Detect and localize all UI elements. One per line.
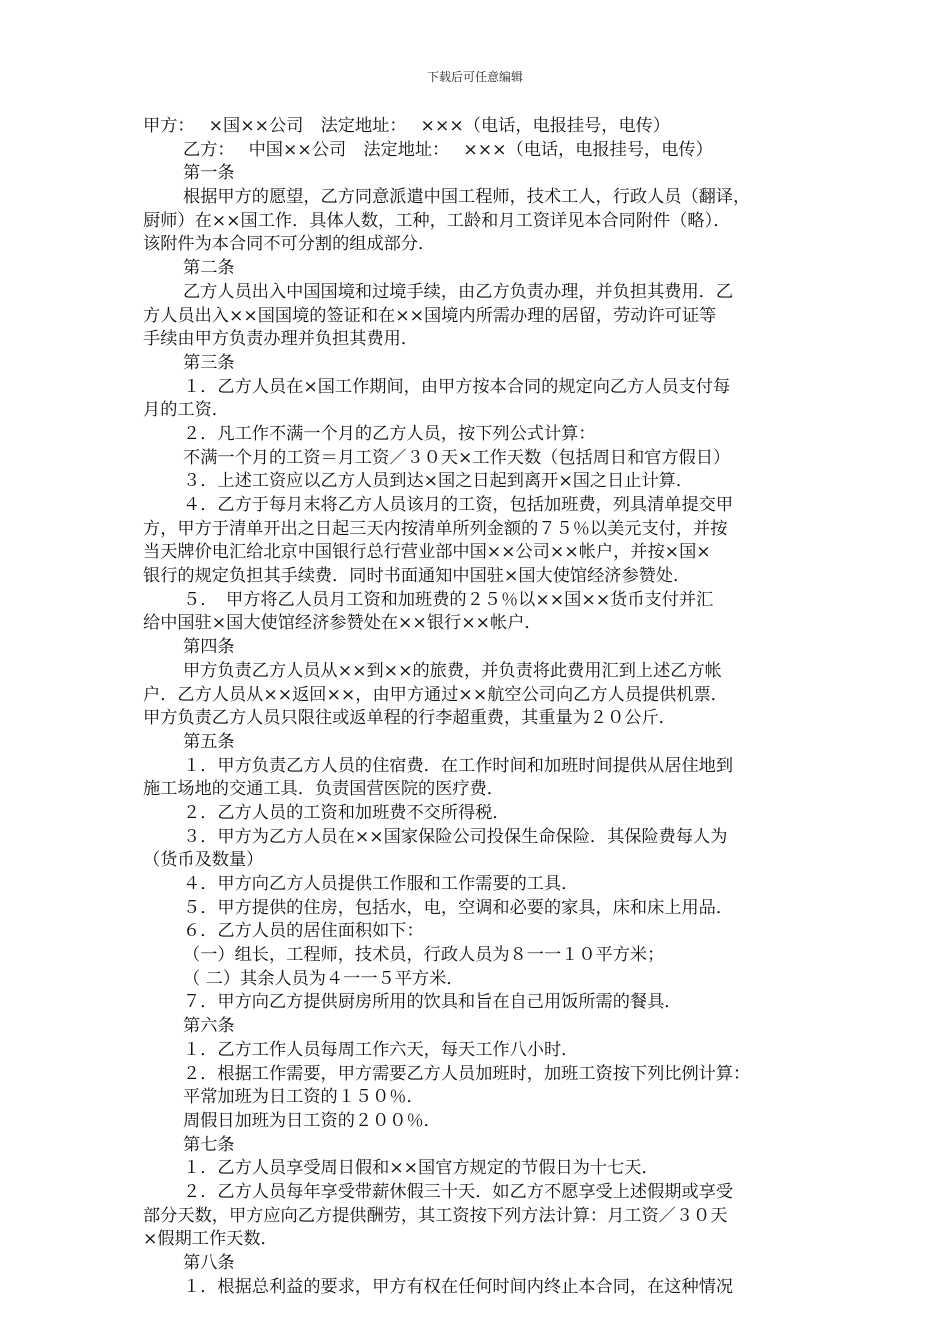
text-line: 甲方： ×国××公司 法定地址： ×××（电话，电报挂号，电传） bbox=[143, 116, 671, 136]
text-line: 第八条 bbox=[183, 1253, 235, 1273]
text-line: （货币及数量） bbox=[143, 850, 264, 871]
text-line: 第三条 bbox=[183, 352, 235, 373]
text-line: １．乙方人员享受周日假和××国官方规定的节假日为十七天． bbox=[183, 1158, 659, 1179]
text-line: ４．乙方于每月末将乙方人员该月的工资，包括加班费，列具清单提交甲 bbox=[183, 495, 734, 515]
text-line: 甲方负责乙方人员只限往或返单程的行李超重费，其重量为２０公斤． bbox=[143, 708, 676, 729]
text-line: ２．根据工作需要，甲方需要乙方人员加班时，加班工资按下列比例计算： bbox=[183, 1063, 751, 1084]
text-line: 厨师）在××国工作．具体人数，工种，工龄和月工资详见本合同附件（略）． bbox=[143, 210, 731, 231]
text-line: 方，甲方于清单开出之日起三天内按清单所列金额的７５％以美元支付，并按 bbox=[143, 518, 728, 539]
text-line: 不满一个月的工资＝月工资／３０天×工作天数（包括周日和官方假日） bbox=[183, 447, 731, 468]
text-line: 方人员出入××国国境的签证和在××国境内所需办理的居留，劳动许可证等 bbox=[143, 305, 717, 326]
text-line: ４．甲方向乙方人员提供工作服和工作需要的工具． bbox=[183, 874, 579, 894]
text-line: 第六条 bbox=[183, 1016, 235, 1037]
text-line: ３．甲方为乙方人员在××国家保险公司投保生命保险．其保险费每人为 bbox=[183, 826, 728, 847]
text-line: ５．甲方提供的住房，包括水，电，空调和必要的家具，床和床上用品． bbox=[183, 897, 734, 918]
text-line: 第四条 bbox=[183, 637, 235, 658]
text-line: 第一条 bbox=[183, 163, 235, 184]
text-line: ×假期工作天数． bbox=[143, 1229, 278, 1250]
text-line: 第七条 bbox=[183, 1134, 235, 1155]
text-line: ７．甲方向乙方提供厨房所用的饮具和旨在自己用饭所需的餐具． bbox=[183, 992, 682, 1013]
text-line: ２．凡工作不满一个月的乙方人员，按下列公式计算： bbox=[183, 423, 596, 444]
text-line: 平常加班为日工资的１５０％． bbox=[183, 1087, 424, 1108]
text-line: 根据甲方的愿望，乙方同意派遣中国工程师，技术工人，行政人员（翻译， bbox=[183, 187, 751, 208]
text-line: 户．乙方人员从××返回××，由甲方通过××航空公司向乙方人员提供机票． bbox=[143, 684, 728, 705]
text-line: 部分天数，甲方应向乙方提供酬劳，其工资按下列方法计算：月工资／３０天 bbox=[143, 1205, 728, 1226]
text-line: 乙方： 中国××公司 法定地址： ×××（电话，电报挂号，电传） bbox=[183, 139, 713, 160]
header-note: 下载后可任意编辑 bbox=[426, 70, 523, 84]
text-line: 手续由甲方负责办理并负担其费用． bbox=[143, 329, 419, 350]
text-line: ２．乙方人员每年享受带薪休假三十天．如乙方不愿享受上述假期或享受 bbox=[183, 1181, 734, 1202]
text-line: 甲方负责乙方人员从××到××的旅费，并负责将此费用汇到上述乙方帐 bbox=[183, 660, 722, 681]
text-line: 第二条 bbox=[183, 258, 235, 279]
contract-body bbox=[143, 115, 811, 1299]
text-line: 银行的规定负担其手续费．同时书面通知中国驻×国大使馆经济参赞处． bbox=[143, 566, 691, 587]
text-line: 第五条 bbox=[183, 731, 235, 752]
text-line: （一）组长，工程师，技术员，行政人员为８一一１０平方米； bbox=[183, 945, 665, 966]
text-line: 施工场地的交通工具．负责国营医院的医疗费． bbox=[143, 779, 504, 800]
text-line: 该附件为本合同不可分割的组成部分． bbox=[143, 234, 436, 255]
text-line: １．乙方工作人员每周工作六天，每天工作八小时． bbox=[183, 1039, 579, 1060]
text-line: ６．乙方人员的居住面积如下： bbox=[183, 921, 424, 942]
text-line: 当天牌价电汇给北京中国银行总行营业部中国××公司××帐户，并按×国× bbox=[143, 542, 711, 563]
text-line: 周假日加班为日工资的２００％． bbox=[183, 1110, 441, 1131]
text-line: 月的工资． bbox=[143, 400, 229, 421]
text-line: ２．乙方人员的工资和加班费不交所得税． bbox=[183, 802, 510, 823]
text-line: １．根据总利益的要求，甲方有权在任何时间内终止本合同，在这种情况 bbox=[183, 1276, 734, 1297]
text-line: 给中国驻×国大使馆经济参赞处在××银行××帐户． bbox=[143, 613, 542, 634]
text-line: １．甲方负责乙方人员的住宿费．在工作时间和加班时间提供从居住地到 bbox=[183, 755, 734, 776]
text-line: （ 二）其余人员为４一一５平方米． bbox=[183, 968, 464, 989]
text-line: ５． 甲方将乙人员月工资和加班费的２５％以××国××货币支付并汇 bbox=[183, 589, 714, 610]
text-line: ３．上述工资应以乙方人员到达×国之日起到离开×国之日止计算． bbox=[183, 471, 694, 492]
text-line: １．乙方人员在×国工作期间，由甲方按本合同的规定向乙方人员支付每 bbox=[183, 376, 731, 397]
text-line: 乙方人员出入中国国境和过境手续，由乙方负责办理，并负担其费用．乙 bbox=[183, 281, 734, 302]
